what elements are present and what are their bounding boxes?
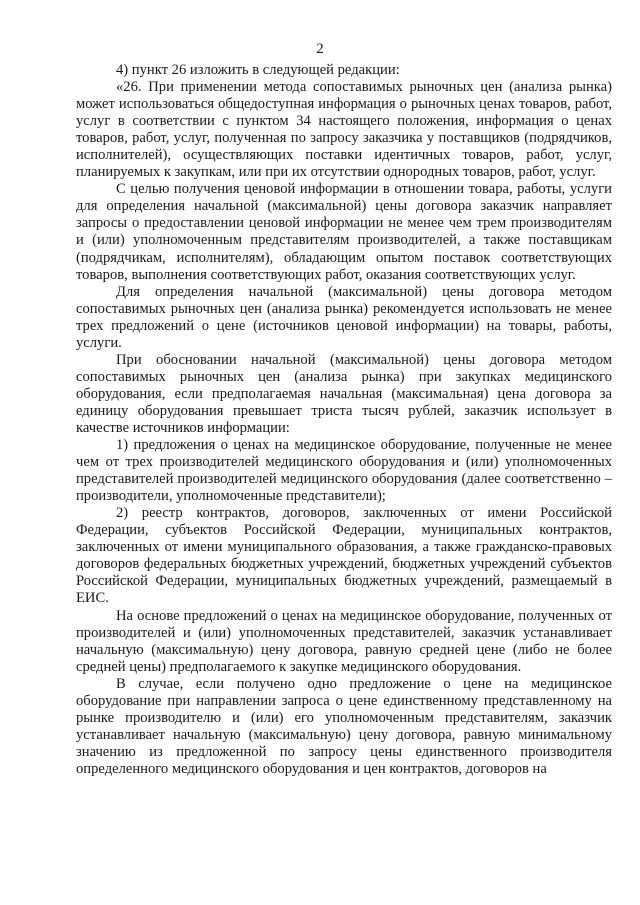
paragraph-amendment-intro: 4) пункт 26 изложить в следующей редакции:: [116, 62, 400, 78]
paragraph-item-26: «26. При применении метода сопоставимых рыночных цен (анализа рынка) может использоваться общедоступная информация о рыночных ценах товаров, работ, услуг в соответствии с пунктом 34 настоящего положения, информация о ценах товаров, работ, услуг, полученная по запросу заказчика у поставщиков (подрядчиков, исполнителей), осуществляющих поставки идентичных товаров, работ, услуг, планируемых к закупкам, или при их отсутствии однородных товаров, работ, услуг.: [76, 79, 612, 181]
page-number: 2: [316, 41, 324, 57]
paragraph-source-1: 1) предложения о ценах на медицинское оборудование, полученные не менее чем от трех производителей медицинского оборудования и (или) уполномоченных представителей производителей медицинского оборудования (далее соответственно – производители, уполномоченные представители);: [76, 437, 612, 505]
paragraph-single-offer: В случае, если получено одно предложение о цене на медицинское оборудование при направлении запроса о цене единственному представленному на рынке производителю и (или) его уполномоченным представителям, заказчик устанавливает начальную (максимальную) цену договора, равную минимальному значению из предложенной по запросу цены единственного производителя определенного медицинского оборудования и цен контрактов, договоров на: [76, 675, 612, 777]
paragraph-medical-equipment: При обосновании начальной (максимальной) цены договора методом сопоставимых рыночных цен (анализа рынка) при закупках медицинского оборудования, если предполагаемая начальная (максимальная) цена договора за единицу оборудования превышает триста тысяч рублей, заказчик использует в качестве источников информации:: [76, 351, 612, 436]
paragraph-average-price: На основе предложений о ценах на медицинское оборудование, полученных от производителей и (или) уполномоченных представителей, заказчик устанавливает начальную (максимальную) цену договора, равную средней цене (либо не более средней цены) предполагаемого к закупке медицинского оборудования.: [76, 607, 612, 675]
paragraph-three-offers: Для определения начальной (максимальной) цены договора методом сопоставимых рыночных цен (анализа рынка) рекомендуется использовать не менее трех предложений о цене (источников ценовой информации) на товары, работы, услуги.: [76, 283, 612, 351]
paragraph-source-2: 2) реестр контрактов, договоров, заключенных от имени Российской Федерации, субъектов Российской Федерации, муниципальных контрактов, заключенных от имени муниципального образования, а также гражданско-правовых договоров федеральных бюджетных учреждений, бюджетных учреждений субъектов Российской Федерации, муниципальных бюджетных учреждений, размещаемый в ЕИС.: [76, 505, 612, 607]
paragraph-price-requests: С целью получения ценовой информации в отношении товара, работы, услуги для определения начальной (максимальной) цены договора заказчик направляет запросы о предоставлении ценовой информации не менее чем трем производителям и (или) уполномоченным представителям производителей, а также поставщикам (подрядчикам, исполнителям), обладающим опытом поставок соответствующих товаров, выполнения соответствующих работ, оказания соответствующих услуг.: [76, 181, 612, 283]
document-body: [76, 62, 612, 778]
